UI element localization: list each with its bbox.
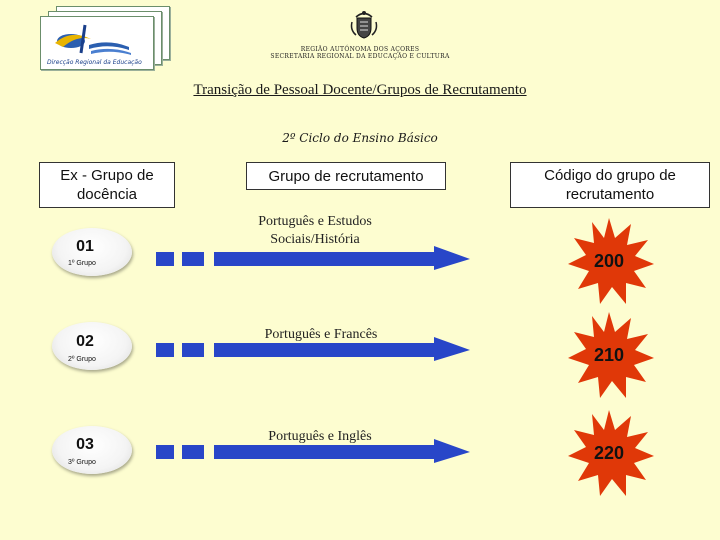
column-header-ex-group: Ex - Grupo de docência [39,162,175,208]
logo-caption: Direcção Regional da Educação [47,59,142,66]
group-label: 3º Grupo [68,459,96,466]
school-logo-icon [41,17,153,69]
group-label: 1º Grupo [68,260,96,267]
column-header-code: Código do grupo de recrutamento [510,162,710,208]
group-number: 03 [76,436,94,453]
recruitment-group-name: Português e Francês [264,327,378,342]
recruitment-code: 220 [593,442,625,463]
secretariat-line: SECRETARIA REGIONAL DA EDUCAÇÃO E CULTURA [270,53,450,60]
recruitment-group-name: Português e Estudos Sociais/História [258,214,372,247]
recruitment-group-name: Português e Inglês [268,429,372,444]
group-label: 2º Grupo [68,356,96,363]
coat-of-arms-icon [349,8,379,40]
group-number: 01 [76,238,94,255]
column-header-recruitment-group: Grupo de recrutamento [246,162,446,190]
page-title: Transição de Pessoal Docente/Grupos de Recrutamento [193,82,527,98]
page-subtitle: 2º Ciclo do Ensino Básico [282,131,438,145]
recruitment-code: 200 [593,250,625,271]
school-logo [38,6,168,70]
recruitment-code: 210 [593,344,625,365]
group-number: 02 [76,333,94,350]
region-line: REGIÃO AUTÓNOMA DOS AÇORES [300,46,420,53]
logo-card-front [40,16,154,70]
